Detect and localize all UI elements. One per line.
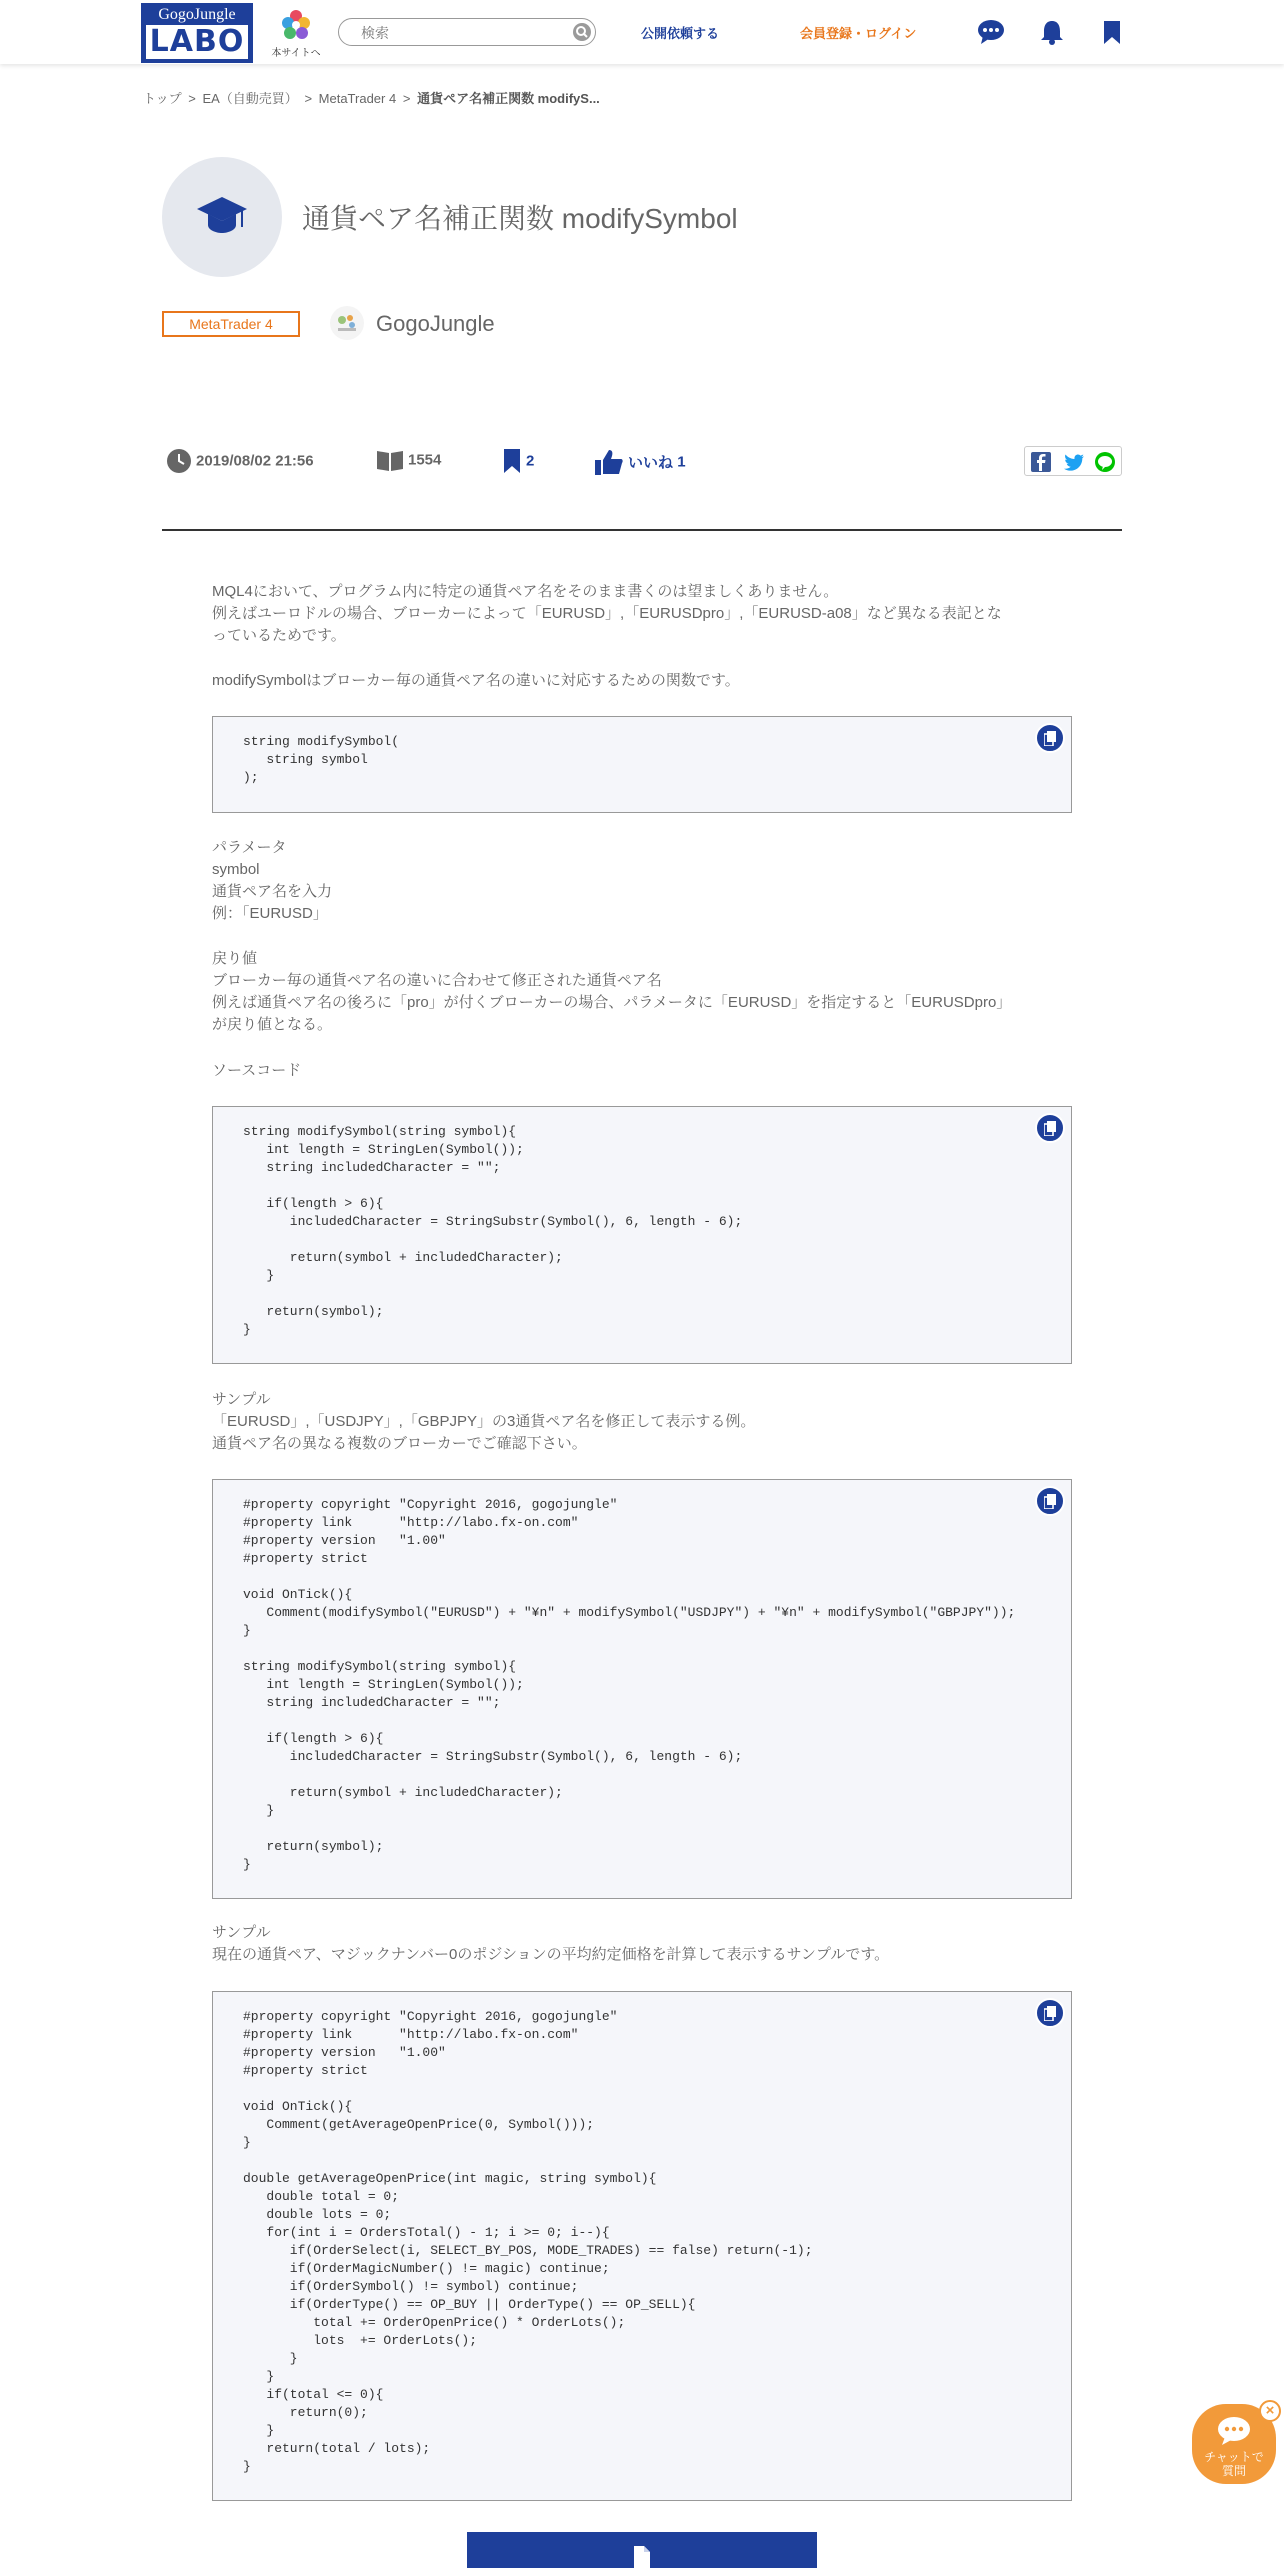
thumbs-up-icon bbox=[594, 448, 624, 476]
copy-button[interactable] bbox=[1035, 1113, 1065, 1143]
copy-icon bbox=[1044, 1121, 1057, 1136]
code-text[interactable]: #property copyright "Copyright 2016, gogojungle" #property link "http://labo.fx-on.com" #property version "1.00" #property strict void OnTick(){ Comment(modifySymbol("EURUSD") + "¥n" + modifySymbol("USDJPY") + "¥n" + modifySymbol("GBPJPY")); } string modifySymbol(string symbol){ int length = StringLen(Symbol()); string includedCharacter = ""; if(length > 6){ includedCharacter = StringSubstr(Symbol(), 6, length - 6); return(symbol + includedCharacter); } return(symbol); } bbox=[243, 1497, 1016, 1872]
parameters-section bbox=[212, 837, 1072, 925]
category-badge[interactable]: MetaTrader 4 bbox=[162, 311, 300, 337]
request-publish-link[interactable]: 公開依頼する bbox=[641, 26, 720, 41]
code-text[interactable]: string modifySymbol( string symbol ); bbox=[243, 734, 400, 785]
graduation-cap-icon bbox=[196, 195, 248, 239]
twitter-icon[interactable] bbox=[1063, 452, 1083, 472]
author-name[interactable]: GogoJungle bbox=[376, 311, 495, 336]
copy-button[interactable] bbox=[1035, 723, 1065, 753]
breadcrumb-separator: > bbox=[188, 91, 196, 106]
copy-button[interactable] bbox=[1035, 1486, 1065, 1516]
intro-line: modifySymbolはブローカー毎の通貨ペア名の違いに対応するための関数です。 bbox=[212, 672, 740, 689]
main-site-label: 本サイトへ bbox=[271, 48, 321, 59]
chat-label-line: 質問 bbox=[1221, 2464, 1246, 2478]
share-buttons bbox=[1024, 446, 1122, 476]
download-button[interactable] bbox=[467, 2532, 817, 2568]
publish-date bbox=[166, 448, 314, 474]
main-site-link[interactable] bbox=[270, 8, 322, 59]
copy-icon bbox=[1044, 731, 1057, 746]
view-count bbox=[376, 448, 441, 472]
line-icon[interactable] bbox=[1095, 452, 1115, 472]
bookmark-count-text: 2 bbox=[526, 452, 535, 470]
chat-label bbox=[1192, 2450, 1276, 2478]
site-header bbox=[0, 0, 1284, 64]
sample-2-description bbox=[212, 1922, 1072, 1966]
return-line: が戻り値となる。 bbox=[212, 1016, 333, 1033]
code-block-source bbox=[212, 1106, 1072, 1364]
copy-icon bbox=[1044, 2006, 1057, 2021]
breadcrumb-ea[interactable]: EA（自動売買） bbox=[202, 91, 298, 106]
intro-paragraph-2 bbox=[212, 670, 1072, 692]
breadcrumb-current: 通貨ペア名補正関数 modifyS... bbox=[417, 91, 600, 106]
breadcrumb-top[interactable]: トップ bbox=[143, 91, 182, 106]
return-line: ブローカー毎の通貨ペア名の違いに合わせて修正された通貨ペア名 bbox=[212, 972, 662, 989]
breadcrumb-separator: > bbox=[304, 91, 313, 106]
author-avatar[interactable] bbox=[330, 306, 364, 340]
copy-icon bbox=[1044, 1494, 1057, 1509]
code-block-sample-1 bbox=[212, 1479, 1072, 1899]
code-text[interactable]: string modifySymbol(string symbol){ int length = StringLen(Symbol()); string includedCharacter = ""; if(length > 6){ includedCharacter = StringSubstr(Symbol(), 6, length - 6); return(symbol + includedCharacter); } return(symbol); } bbox=[243, 1124, 743, 1337]
search-button[interactable] bbox=[573, 23, 591, 41]
bell-icon[interactable] bbox=[1038, 18, 1066, 46]
breadcrumb-separator: > bbox=[402, 91, 411, 106]
gogojungle-flower-icon bbox=[279, 8, 313, 42]
labo-logo[interactable] bbox=[141, 3, 253, 63]
chat-close-icon[interactable]: × bbox=[1259, 2400, 1281, 2422]
page-title: 通貨ペア名補正関数 modifySymbol bbox=[302, 203, 738, 234]
like-button[interactable] bbox=[594, 448, 686, 476]
copy-button[interactable] bbox=[1035, 1998, 1065, 2028]
source-label-text: ソースコード bbox=[212, 1062, 302, 1079]
search-box bbox=[338, 18, 596, 46]
param-line: symbol bbox=[212, 861, 260, 878]
code-text[interactable]: #property copyright "Copyright 2016, gogojungle" #property link "http://labo.fx-on.com" #property version "1.00" #property strict void OnTick(){ Comment(getAverageOpenPrice(0, Symbol())); } double getAverageOpenPrice(int magic, string symbol){ double total = 0; double lots = 0; for(int i = OrdersTotal() - 1; i >= 0; i--){ if(OrderSelect(i, SELECT_BY_POS, MODE_TRADES) == false) return(-1); if(OrderMagicNumber() != magic) continue; if(OrderSymbol() != symbol) continue; if(OrderType() == OP_BUY || OrderType() == OP_SELL){ total += OrderOpenPrice() * OrderLots(); lots += OrderLots(); } } if(total <= 0){ return(0); } return(total / lots); } bbox=[243, 2009, 813, 2474]
view-count-text: 1554 bbox=[408, 451, 442, 469]
header-divider bbox=[162, 529, 1122, 531]
chat-label-line: チャットで bbox=[1204, 2450, 1264, 2464]
sample-line: 通貨ペア名の異なる複数のブローカーでご確認下さい。 bbox=[212, 1435, 587, 1452]
facebook-icon[interactable] bbox=[1031, 452, 1051, 472]
bookmark-icon bbox=[502, 448, 522, 474]
clock-icon bbox=[166, 448, 192, 474]
intro-line: っているためです。 bbox=[212, 627, 346, 644]
sample-1-description bbox=[212, 1389, 1072, 1455]
param-line: パラメータ bbox=[212, 839, 287, 856]
sample-line: 現在の通貨ペア、マジックナンバー0のポジションの平均約定価格を計算して表示するサンプルです。 bbox=[212, 1946, 890, 1963]
article-avatar bbox=[162, 157, 282, 277]
search-input[interactable] bbox=[359, 23, 563, 43]
like-count: 1 bbox=[677, 453, 686, 471]
file-icon bbox=[633, 2546, 651, 2568]
chat-icon[interactable] bbox=[977, 18, 1005, 46]
return-value-section bbox=[212, 948, 1072, 1036]
breadcrumb-mt4[interactable]: MetaTrader 4 bbox=[318, 91, 397, 106]
search-icon bbox=[573, 23, 591, 41]
logo-top-text: GogoJungle bbox=[143, 5, 251, 25]
logo-bottom-text: LABO bbox=[146, 25, 248, 59]
intro-paragraph bbox=[212, 581, 1072, 647]
source-code-label bbox=[212, 1060, 1072, 1082]
param-line: 例：「EURUSD」 bbox=[212, 905, 328, 922]
chat-bubble-icon bbox=[1217, 2416, 1251, 2446]
sample-line: サンプル bbox=[212, 1924, 271, 1941]
param-line: 通貨ペア名を入力 bbox=[212, 883, 333, 900]
bookmark-icon[interactable] bbox=[1098, 18, 1126, 46]
return-line: 例えば通貨ペア名の後ろに「pro」が付くブローカーの場合、パラメータに「EURUSD」を指定すると「EURUSDpro」 bbox=[212, 994, 1012, 1011]
return-line: 戻り値 bbox=[212, 950, 258, 967]
sample-line: 「EURUSD」,「USDJPY」,「GBPJPY」の3通貨ペア名を修正して表示する例。 bbox=[212, 1413, 756, 1430]
intro-line: MQL4において、プログラム内に特定の通貨ペア名をそのまま書くのは望ましくありません。 bbox=[212, 583, 839, 600]
code-block-signature bbox=[212, 716, 1072, 813]
bookmark-count[interactable] bbox=[502, 448, 534, 474]
sample-line: サンプル bbox=[212, 1391, 271, 1408]
book-icon bbox=[376, 448, 404, 472]
code-block-sample-2 bbox=[212, 1991, 1072, 2501]
login-link[interactable]: 会員登録・ログイン bbox=[800, 26, 917, 41]
intro-line: 例えばユーロドルの場合、ブローカーによって「EURUSD」,「EURUSDpro」,「EURUSD-a08」など異なる表記とな bbox=[212, 605, 1002, 622]
breadcrumb bbox=[143, 88, 603, 107]
like-label: いいね bbox=[628, 454, 674, 472]
publish-date-text: 2019/08/02 21:56 bbox=[196, 452, 314, 470]
